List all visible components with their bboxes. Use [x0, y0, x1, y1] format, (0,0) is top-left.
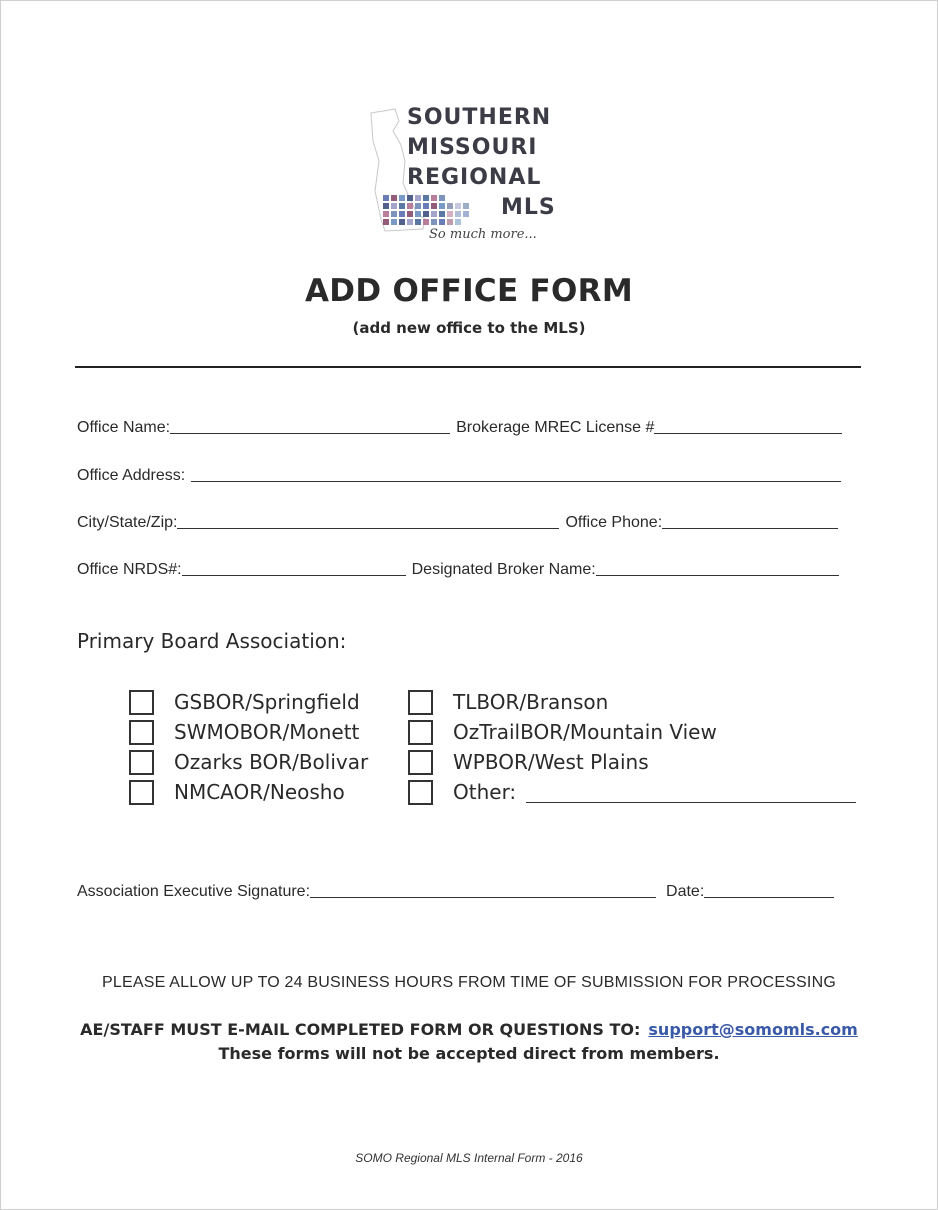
- logo-grid-square: [423, 219, 429, 225]
- header-divider: [75, 366, 861, 368]
- logo-line-regional: REGIONAL: [407, 165, 542, 190]
- logo-grid-square: [383, 203, 389, 209]
- logo-grid-square: [447, 219, 453, 225]
- logo-grid-square: [383, 219, 389, 225]
- logo-grid-square: [455, 203, 461, 209]
- option-label: TLBOR/Branson: [453, 690, 609, 714]
- logo-grid-square: [439, 219, 445, 225]
- logo-grid-square: [447, 211, 453, 217]
- designated-broker-label: Designated Broker Name:: [411, 561, 596, 578]
- office-nrds-label: Office NRDS#:: [77, 561, 182, 578]
- logo-grid-square: [431, 203, 437, 209]
- logo-grid-square: [431, 195, 437, 201]
- signature-field[interactable]: [310, 897, 656, 898]
- logo-grid-square: [399, 203, 405, 209]
- option-label: Other:: [453, 780, 517, 804]
- logo-grid-square: [391, 219, 397, 225]
- logo-grid-square: [423, 195, 429, 201]
- option-nmcaor[interactable]: [129, 778, 345, 806]
- processing-notice: PLEASE ALLOW UP TO 24 BUSINESS HOURS FROM TIME OF SUBMISSION FOR PROCESSING: [102, 974, 836, 991]
- option-tlbor[interactable]: [408, 688, 608, 716]
- checkbox[interactable]: [129, 690, 154, 715]
- option-label: WPBOR/West Plains: [453, 750, 649, 774]
- option-ozarks-bor[interactable]: [129, 748, 368, 776]
- board-heading: Primary Board Association:: [77, 629, 347, 653]
- logo-grid-square: [383, 211, 389, 217]
- date-field[interactable]: [704, 897, 834, 898]
- checkbox[interactable]: [129, 780, 154, 805]
- logo-grid-square: [439, 211, 445, 217]
- logo-grid-square: [391, 203, 397, 209]
- option-wpbor[interactable]: [408, 748, 649, 776]
- option-other[interactable]: [408, 778, 856, 806]
- city-state-zip-field[interactable]: [177, 528, 559, 529]
- logo-line-southern: SOUTHERN: [407, 105, 552, 130]
- row-nrds-broker: [77, 557, 853, 579]
- city-state-zip-label: City/State/Zip:: [77, 514, 178, 531]
- option-label: NMCAOR/Neosho: [174, 780, 345, 804]
- row-office-address: [77, 463, 853, 485]
- footer-text: SOMO Regional MLS Internal Form - 2016: [355, 1151, 583, 1165]
- logo-grid-square: [439, 203, 445, 209]
- brokerage-license-field[interactable]: [654, 433, 842, 434]
- checkbox[interactable]: [408, 750, 433, 775]
- checkbox[interactable]: [129, 720, 154, 745]
- logo-grid-square: [439, 195, 445, 201]
- option-label: GSBOR/Springfield: [174, 690, 360, 714]
- office-address-field[interactable]: [191, 481, 841, 482]
- logo-grid-square: [455, 211, 461, 217]
- office-phone-label: Office Phone:: [565, 514, 663, 531]
- logo-grid-square: [407, 219, 413, 225]
- brokerage-license-label: Brokerage MREC License #: [456, 419, 655, 436]
- signature-label: Association Executive Signature:: [77, 883, 311, 900]
- logo-grid-square: [391, 195, 397, 201]
- other-field[interactable]: [526, 782, 856, 803]
- option-gsbor[interactable]: [129, 688, 360, 716]
- checkbox[interactable]: [408, 690, 433, 715]
- logo-grid-square: [407, 195, 413, 201]
- option-label: Ozarks BOR/Bolivar: [174, 750, 369, 774]
- checkbox[interactable]: [408, 720, 433, 745]
- logo-grid-square: [399, 219, 405, 225]
- logo-grid-square: [415, 219, 421, 225]
- option-label: SWMOBOR/Monett: [174, 720, 360, 744]
- option-swmobor[interactable]: [129, 718, 359, 746]
- logo-grid-square: [399, 195, 405, 201]
- checkbox[interactable]: [129, 750, 154, 775]
- logo-grid-square: [415, 211, 421, 217]
- support-email-link[interactable]: support@somomls.com: [648, 1020, 858, 1039]
- office-nrds-field[interactable]: [182, 575, 406, 576]
- date-label: Date:: [666, 883, 705, 900]
- logo-grid-square: [415, 203, 421, 209]
- logo-grid-square: [431, 219, 437, 225]
- option-oztrailbor[interactable]: [408, 718, 717, 746]
- email-instruction-text: AE/STAFF MUST E-MAIL COMPLETED FORM OR QUESTIONS TO:: [80, 1020, 641, 1039]
- logo-grid-square: [415, 195, 421, 201]
- logo-line-mls: MLS: [501, 195, 556, 220]
- logo-tagline: So much more...: [429, 227, 537, 242]
- logo-grid-square: [407, 211, 413, 217]
- logo-grid-square: [455, 219, 461, 225]
- checkbox[interactable]: [408, 780, 433, 805]
- logo-grid-square: [399, 211, 405, 217]
- office-name-label: Office Name:: [77, 419, 171, 436]
- office-name-field[interactable]: [170, 433, 450, 434]
- color-grid-icon: [383, 195, 469, 225]
- logo-grid-square: [463, 203, 469, 209]
- email-instruction: [1, 1020, 937, 1039]
- logo-grid-square: [463, 211, 469, 217]
- designated-broker-field[interactable]: [596, 575, 839, 576]
- option-label: OzTrailBOR/Mountain View: [453, 720, 717, 744]
- logo-grid-square: [407, 203, 413, 209]
- row-office-name: [77, 415, 853, 437]
- logo-line-missouri: MISSOURI: [407, 135, 538, 160]
- members-note: These forms will not be accepted direct from members.: [218, 1044, 720, 1063]
- row-city-state-zip: [77, 510, 853, 532]
- office-address-label: Office Address:: [77, 467, 186, 484]
- logo-grid-square: [391, 211, 397, 217]
- logo-grid-square: [383, 195, 389, 201]
- logo-grid-square: [447, 203, 453, 209]
- logo-grid-square: [423, 203, 429, 209]
- form-title: ADD OFFICE FORM: [305, 273, 633, 309]
- office-phone-field[interactable]: [662, 528, 838, 529]
- row-signature: [77, 879, 853, 901]
- logo-grid-square: [431, 211, 437, 217]
- somo-mls-logo: [365, 101, 565, 251]
- form-subtitle: (add new office to the MLS): [352, 319, 586, 337]
- logo-grid-square: [423, 211, 429, 217]
